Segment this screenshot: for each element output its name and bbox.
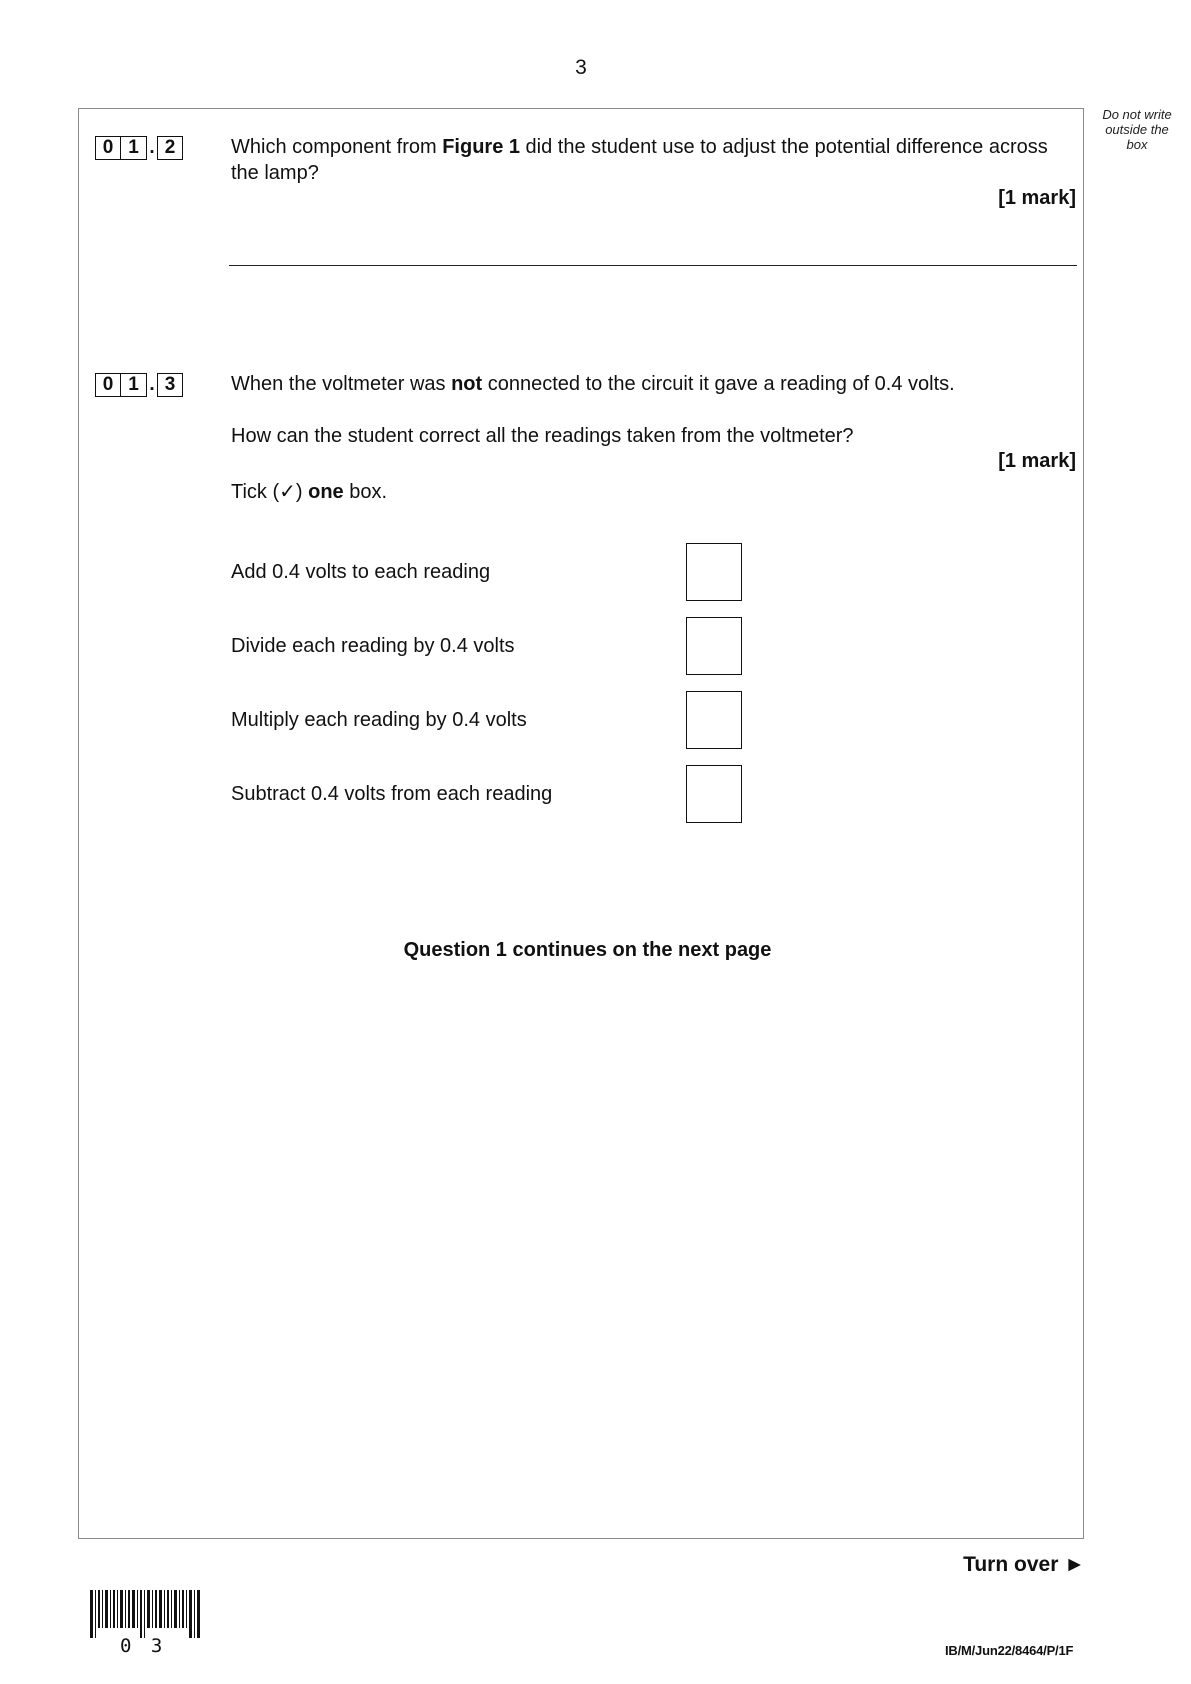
question-digit: 1 — [121, 136, 147, 160]
question-digit: 2 — [157, 136, 183, 160]
figure-reference: Figure 1 — [442, 136, 520, 158]
tick-box-subtract[interactable] — [686, 765, 742, 823]
page-number: 3 — [575, 56, 587, 79]
question-01-3-mark: [1 mark] — [998, 450, 1076, 472]
question-digit: 1 — [121, 373, 147, 397]
tick-box-multiply[interactable] — [686, 691, 742, 749]
question-dot: . — [149, 137, 155, 158]
option-label-divide: Divide each reading by 0.4 volts — [231, 635, 515, 657]
question-number-01-2 — [95, 136, 183, 160]
question-digit: 0 — [95, 136, 121, 160]
question-01-2-text: Which component from Figure 1 did the student use to adjust the potential difference across the lamp? — [231, 136, 1048, 184]
continues-note: Question 1 continues on the next page — [403, 939, 772, 961]
barcode-icon — [90, 1590, 202, 1640]
option-label-subtract: Subtract 0.4 volts from each reading — [231, 783, 553, 805]
question-01-2-mark: [1 mark] — [998, 187, 1076, 209]
turn-over-label: Turn over ► — [963, 1553, 1085, 1576]
question-number-01-3 — [95, 373, 183, 397]
question-01-3-line1: When the voltmeter was not connected to the circuit it gave a reading of 0.4 volts. — [231, 373, 955, 395]
barcode-digits: 0 3 — [120, 1635, 167, 1657]
tick-box-add[interactable] — [686, 543, 742, 601]
question-dot: . — [149, 374, 155, 395]
margin-note: Do not write outside the box — [1102, 107, 1172, 152]
option-label-multiply: Multiply each reading by 0.4 volts — [231, 709, 527, 731]
question-digit: 0 — [95, 373, 121, 397]
answer-frame — [78, 108, 1084, 1539]
question-digit: 3 — [157, 373, 183, 397]
tick-instruction: Tick (✓) one box. — [231, 481, 388, 503]
paper-code: IB/M/Jun22/8464/P/1F — [945, 1643, 1074, 1658]
question-01-3-line2: How can the student correct all the readings taken from the voltmeter? — [231, 425, 854, 447]
answer-line[interactable] — [229, 265, 1077, 266]
tick-box-divide[interactable] — [686, 617, 742, 675]
option-label-add: Add 0.4 volts to each reading — [231, 561, 491, 583]
